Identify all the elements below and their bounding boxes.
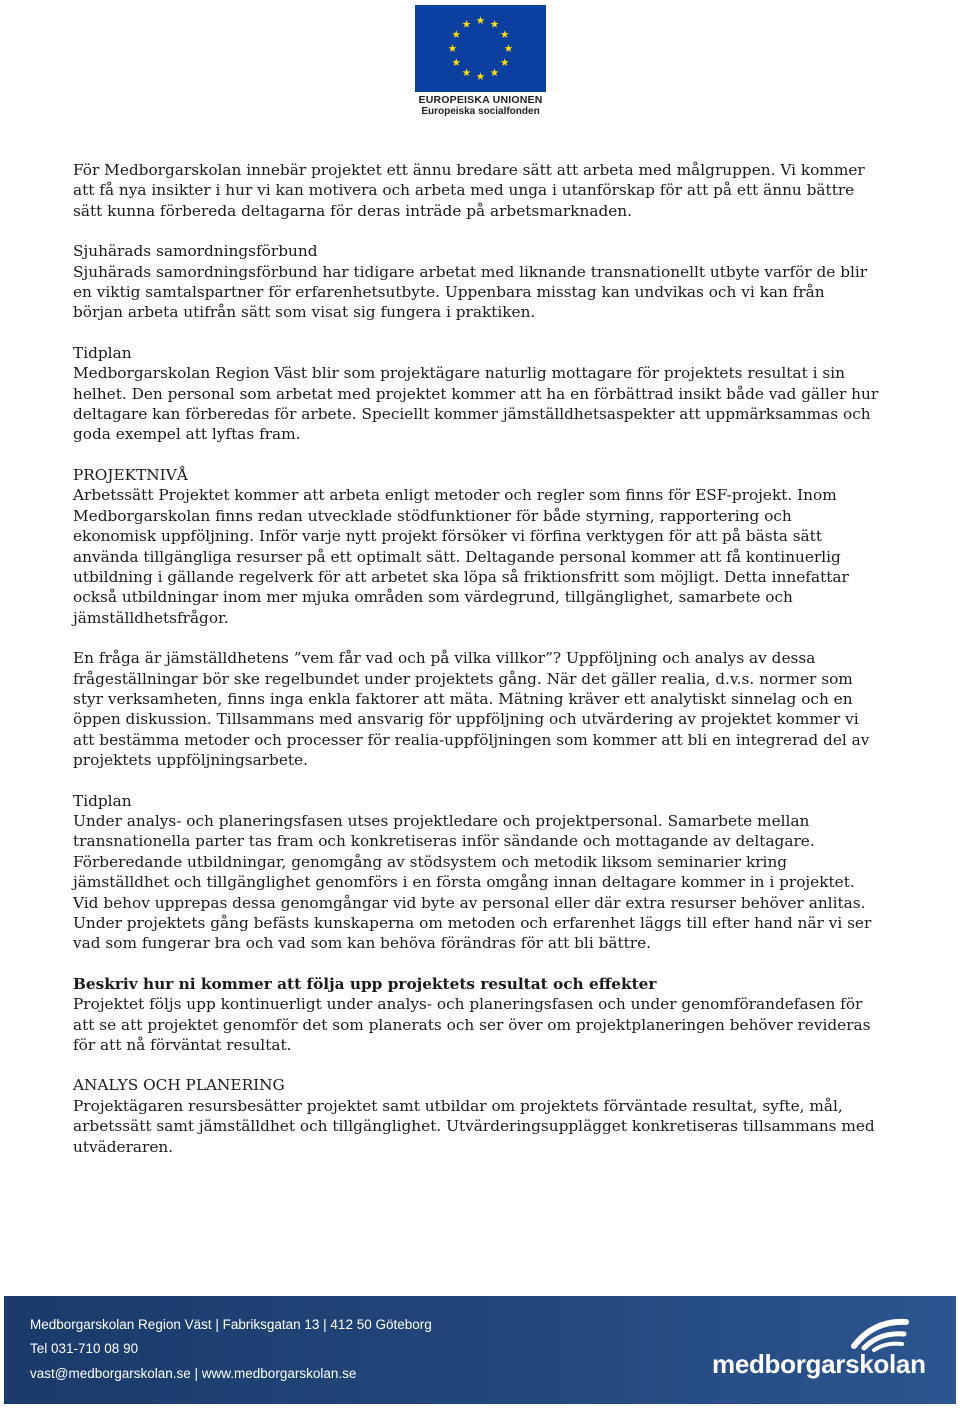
text-line: Förberedande utbildningar, genomgång av stödsystem och metodik liksom seminarier kring [73,852,788,871]
paragraph-tidplan-2 [73,791,893,954]
text-line: Projektägaren resursbesätter projektet samt utbildar om projektets förväntade resultat, syfte, mål, [73,1096,843,1115]
footer-phone: Tel 031-710 08 90 [30,1341,139,1356]
footer-address: Medborgarskolan Region Väst | Fabriksgatan 13 | 412 50 Göteborg [30,1317,432,1332]
text-line: Medborgarskolan Region Väst blir som projektägare naturlig mottagare för projektets resultat i sin [73,364,845,383]
text-line: att bestämma metoder och processer för realia-uppföljningen som kommer att bli en integrerad del av [73,730,870,749]
footer-banner [4,1296,956,1404]
eu-flag-icon [415,5,546,92]
text-line: projektets uppföljningsarbete. [73,751,308,770]
text-line: deltagare kan förberedas för arbete. Speciellt kommer jämställdhetsaspekter att uppmärksammas och [73,405,871,424]
text-line: jämställdhet och tillgänglighet genomförs i en första omgång innan deltagare kommer in i projektet. [73,873,855,892]
section-heading: Tidplan [73,343,132,362]
text-line: Medborgarskolan finns redan utvecklade stödfunktioner för både styrning, rapportering och [73,506,792,525]
text-line: utbildning i gällande regelverk för att arbetet ska löpa så friktionsfritt som möjligt. Detta innefattar [73,567,849,586]
text-line: styr verksamheten, finns inga enkla faktorer att mäta. Mätning kräver ett analytiskt sinnelag och en [73,689,853,708]
paragraph-sjuharads [73,241,893,323]
text-line: Under projektets gång befästs kunskaperna om metoden och erfarenhet läggs till efter hand när vi ser [73,914,872,932]
paragraph-tidplan-1 [73,343,893,445]
text-line: också utbildningar inom mer mjuka områden som värdegrund, tillgänglighet, samarbete och [73,588,793,607]
paragraph-medborgarskolan-intro [73,160,893,221]
bold-heading: Beskriv hur ni kommer att följa upp projektets resultat och effekter [73,974,657,993]
text-line: transnationella parter tas fram och konkretiseras inför sändande och mottagande av deltagare. [73,832,815,851]
text-line: Sjuhärads samordningsförbund har tidigare arbetat med liknande transnationellt utbyte varför de blir [73,262,868,281]
text-line: goda exempel att lyftas fram. [73,425,301,444]
footer-contact[interactable]: vast@medborgarskolan.se | www.medborgarskolan.se [30,1366,357,1381]
paragraph-projektniva [73,465,893,628]
eu-caption-primary: EUROPEISKA UNIONEN [418,94,543,106]
text-line: Arbetssätt Projektet kommer att arbeta enligt metoder och regler som finns för ESF-projekt. Inom [73,486,837,505]
text-line: helhet. Den personal som arbetat med projektet kommer att ha en förbättrad insikt både vad gäller hur [73,384,879,403]
text-line: för att nå förväntat resultat. [73,1036,292,1055]
text-line: använda tillgängliga resurser på ett optimalt sätt. Deltagande personal kommer att få kontinuerlig [73,547,841,566]
section-heading: PROJEKTNIVÅ [73,465,188,484]
text-line: En fråga är jämställdhetens ”vem får vad och på vilka villkor”? Uppföljning och analys av dessa [73,649,816,668]
text-line: vad som fungerar bra och vad som kan behöva förändras för att bli bättre. [73,934,652,953]
medborgarskolan-logo: medborgarskolan [712,1349,926,1379]
text-line: en viktig samtalspartner för erfarenhetsutbyte. Uppenbara misstag kan undvikas och vi kan från [73,283,825,302]
text-line: öppen diskussion. Tillsammans med ansvarig för uppföljning och utvärdering av projektet kommer vi [73,710,859,729]
text-line: Vid behov upprepas dessa genomgångar vid byte av personal eller där extra resurser behöver anlitas. [73,893,866,912]
eu-logo [415,5,546,117]
text-line: sätt kunna förbereda deltagarna för deras inträde på arbetsmarknaden. [73,201,633,220]
text-line: frågeställningar bör ske regelbundet under projektets gång. När det gäller realia, d.v.s. normer som [73,669,853,688]
paragraph-analys-planering [73,1075,893,1157]
paragraph-jamstalldhet [73,648,893,770]
paragraph-uppfoljning [73,974,893,1056]
document-body [73,160,893,1157]
text-line: början arbeta utifrån sätt som visat sig fungera i praktiken. [73,303,536,322]
text-line: ekonomisk uppföljning. Inför varje nytt projekt försöker vi förfina verktygen för att på bästa sätt [73,527,822,546]
eu-caption-secondary: Europeiska socialfonden [421,106,540,117]
section-heading: Sjuhärads samordningsförbund [73,242,318,261]
section-heading: ANALYS OCH PLANERING [73,1076,285,1095]
text-line: Under analys- och planeringsfasen utses projektledare och projektpersonal. Samarbete mellan [73,811,810,830]
text-line: jämställdhetsfrågor. [73,608,229,627]
section-heading: Tidplan [73,791,132,810]
text-line: Projektet följs upp kontinuerligt under analys- och planeringsfasen och under genomförandefasen för [73,995,863,1014]
text-line: att se att projektet genomför det som planerats och ser över om projektplaneringen behöver revideras [73,1015,871,1034]
text-line: arbetssätt samt jämställdhet och tillgänglighet. Utvärderingsupplägget konkretiseras tillsammans med [73,1117,875,1136]
text-line: att få nya insikter i hur vi kan motivera och arbeta med unga i utanförskap för att på ett ännu bättre [73,181,855,200]
text-line: För Medborgarskolan innebär projektet ett ännu bredare sätt att arbeta med målgruppen. Vi kommer [73,161,865,179]
text-line: utväderaren. [73,1137,174,1156]
